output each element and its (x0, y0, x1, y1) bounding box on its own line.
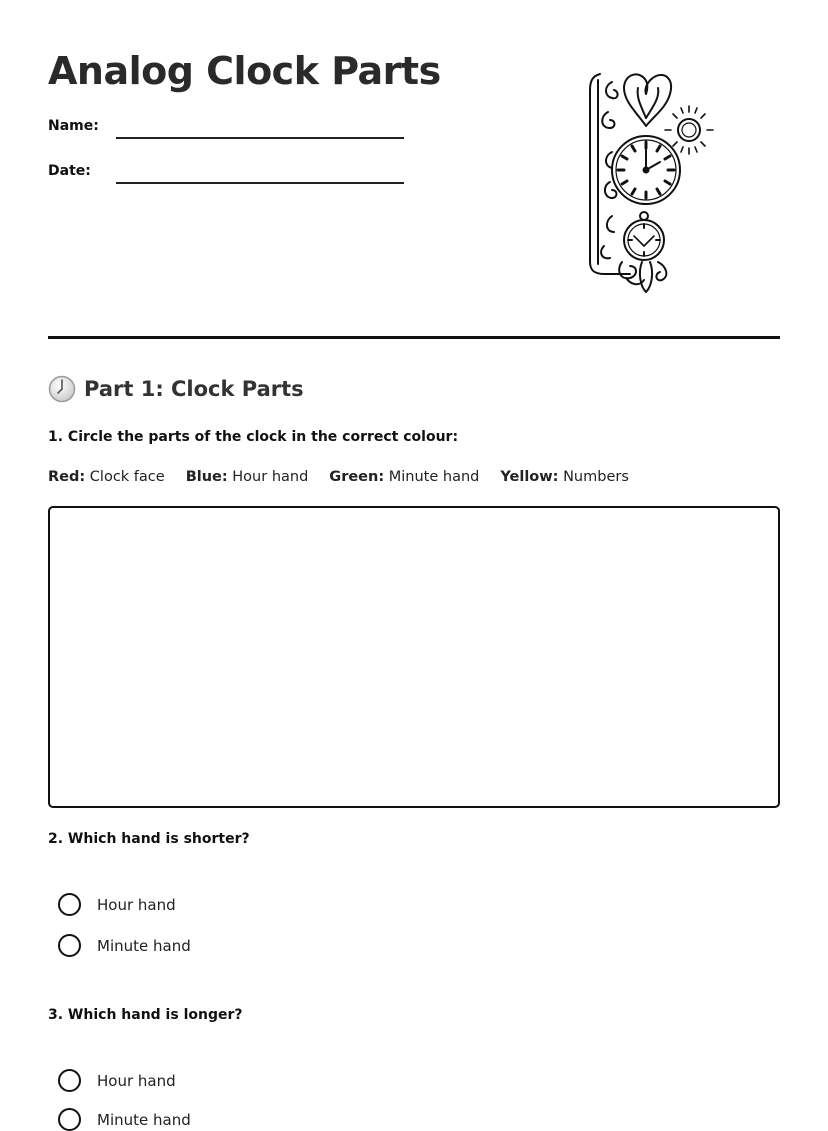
legend-part: Numbers (563, 469, 629, 485)
legend-colour: Blue: (185, 469, 228, 485)
question-1: 1. Circle the parts of the clock in the correct colour: (48, 429, 459, 445)
date-label: Date: (48, 163, 91, 179)
section-title: Part 1: Clock Parts (84, 377, 304, 401)
option-label: Hour hand (97, 895, 176, 914)
colour-legend (48, 469, 650, 485)
part1-heading (48, 374, 304, 404)
radio-button[interactable] (58, 893, 81, 916)
legend-colour: Red: (48, 469, 86, 485)
q2-option-hour-hand[interactable] (58, 893, 176, 916)
legend-part: Clock face (89, 469, 165, 485)
q3-option-minute-hand[interactable] (58, 1108, 191, 1131)
option-label: Minute hand (97, 936, 191, 955)
legend-colour: Green: (329, 469, 385, 485)
legend-colour: Yellow: (500, 469, 559, 485)
question-3: 3. Which hand is longer? (48, 1007, 243, 1023)
name-field[interactable] (116, 137, 404, 139)
legend-item-red (48, 469, 165, 485)
page-title: Analog Clock Parts (48, 49, 441, 93)
legend-item-blue (186, 469, 309, 485)
clock-icon (48, 375, 76, 403)
legend-part: Hour hand (232, 469, 309, 485)
section-divider (48, 336, 780, 339)
radio-button[interactable] (58, 1108, 81, 1131)
q2-option-minute-hand[interactable] (58, 934, 191, 957)
decorative-clock-illustration (582, 66, 722, 298)
option-label: Hour hand (97, 1071, 176, 1090)
question-2: 2. Which hand is shorter? (48, 831, 250, 847)
legend-item-yellow (500, 469, 629, 485)
legend-part: Minute hand (388, 469, 480, 485)
radio-button[interactable] (58, 1069, 81, 1092)
option-label: Minute hand (97, 1110, 191, 1129)
name-label: Name: (48, 118, 99, 134)
date-field[interactable] (116, 182, 404, 184)
radio-button[interactable] (58, 934, 81, 957)
clock-drawing-area[interactable] (48, 506, 780, 808)
legend-item-green (329, 469, 479, 485)
q3-option-hour-hand[interactable] (58, 1069, 176, 1092)
